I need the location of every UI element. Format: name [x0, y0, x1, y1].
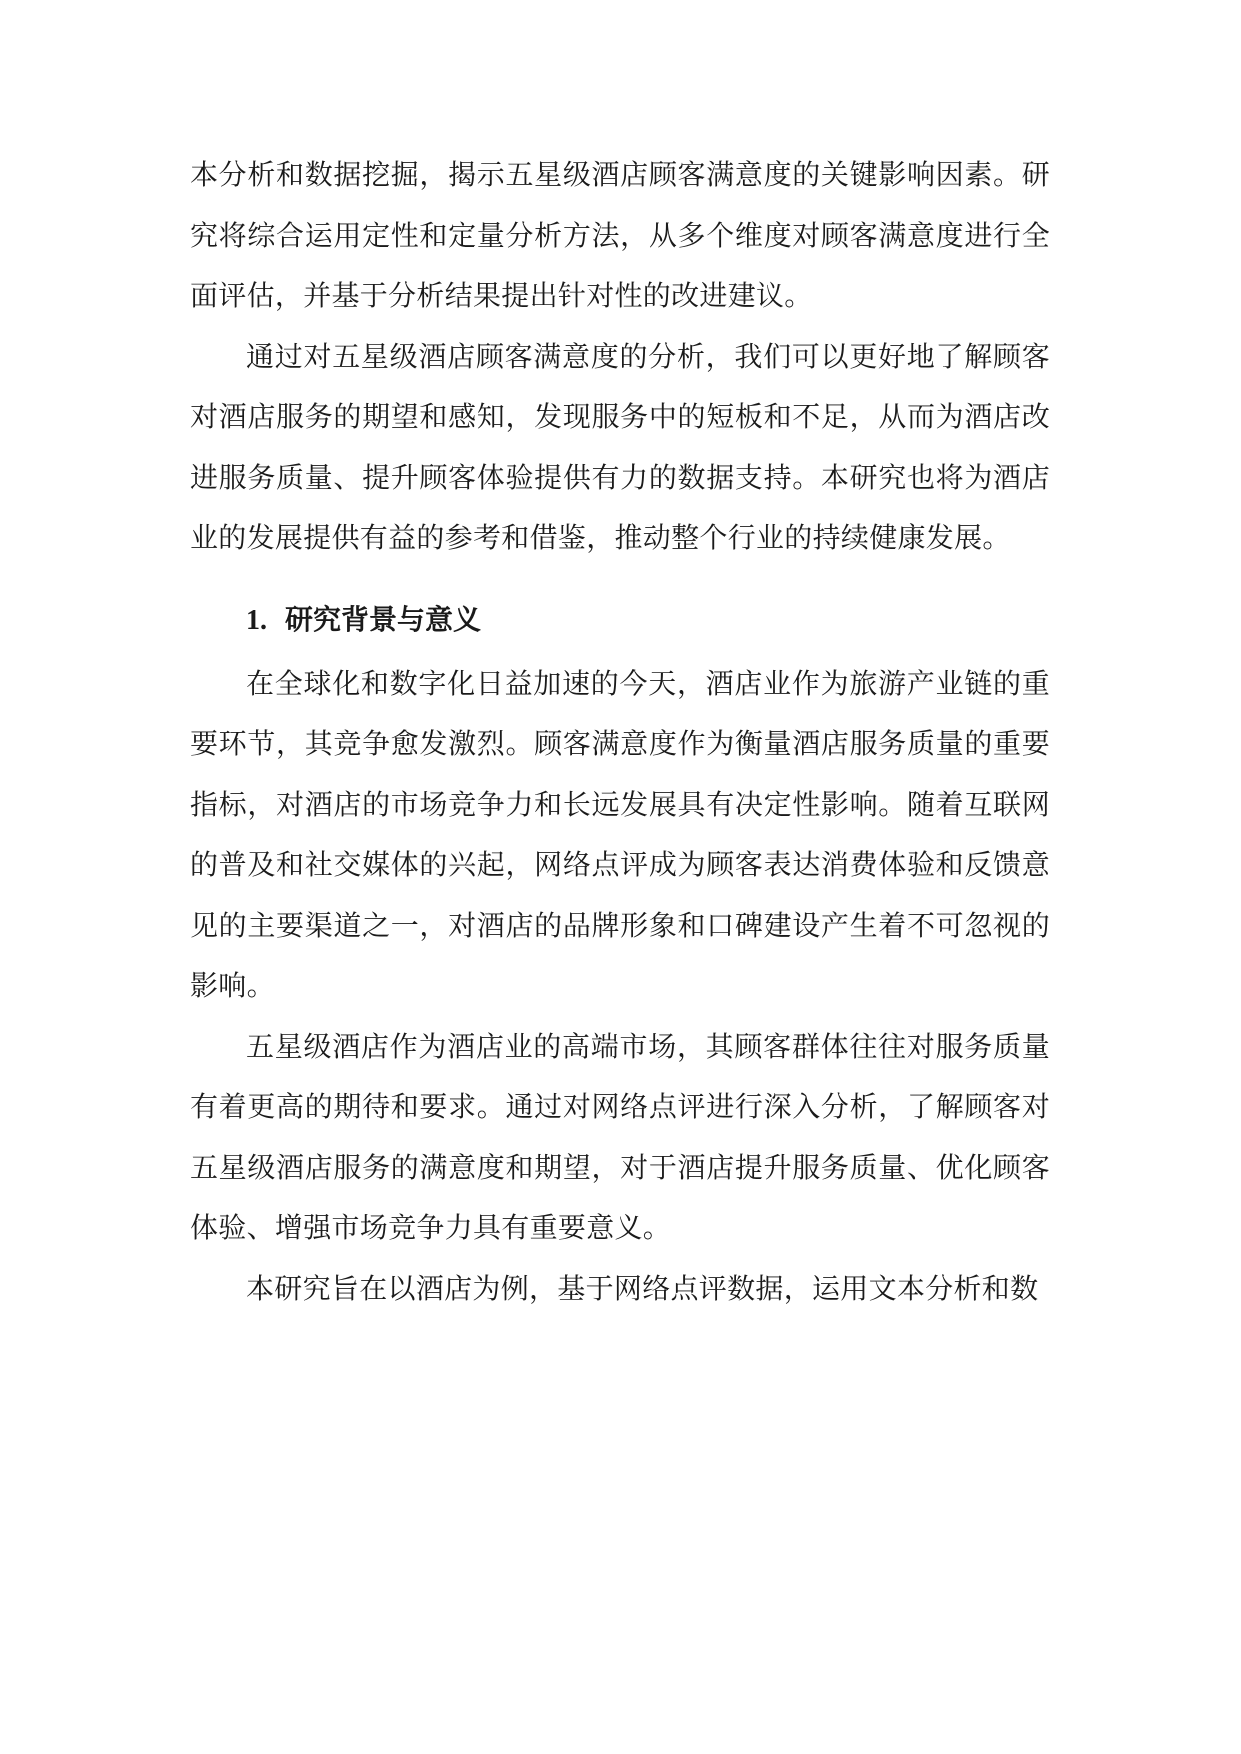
paragraph-continued: 本分析和数据挖掘，揭示五星级酒店顾客满意度的关键影响因素。研究将综合运用定性和定量分析方法，从多个维度对顾客满意度进行全面评估，并基于分析结果提出针对性的改进建议。 — [190, 158, 1050, 312]
section-number: 1. — [246, 604, 267, 636]
paragraph-research-aim: 本研究旨在以酒店为例，基于网络点评数据，运用文本分析和数 — [246, 1271, 1039, 1305]
paragraph-analysis-value: 通过对五星级酒店顾客满意度的分析，我们可以更好地了解顾客对酒店服务的期望和感知，发现服务中的短板和不足，从而为酒店改进服务质量、提升顾客体验提供有力的数据支持。本研究也将为酒店业的发展提供有益的参考和借鉴，推动整个行业的持续健康发展。 — [190, 339, 1050, 554]
document-page — [190, 145, 1050, 1319]
section-heading — [190, 587, 1050, 654]
paragraph-five-star: 五星级酒店作为酒店业的高端市场，其顾客群体往往对服务质量有着更高的期待和要求。通过对网络点评进行深入分析，了解顾客对五星级酒店服务的满意度和期望，对于酒店提升服务质量、优化顾客体验、增强市场竞争力具有重要意义。 — [190, 1029, 1050, 1244]
section-title: 研究背景与意义 — [285, 602, 482, 636]
paragraph-background: 在全球化和数字化日益加速的今天，酒店业作为旅游产业链的重要环节，其竞争愈发激烈。顾客满意度作为衡量酒店服务质量的重要指标，对酒店的市场竞争力和长远发展具有决定性影响。随着互联网的普及和社交媒体的兴起，网络点评成为顾客表达消费体验和反馈意见的主要渠道之一，对酒店的品牌形象和口碑建设产生着不可忽视的影响。 — [190, 666, 1050, 1002]
